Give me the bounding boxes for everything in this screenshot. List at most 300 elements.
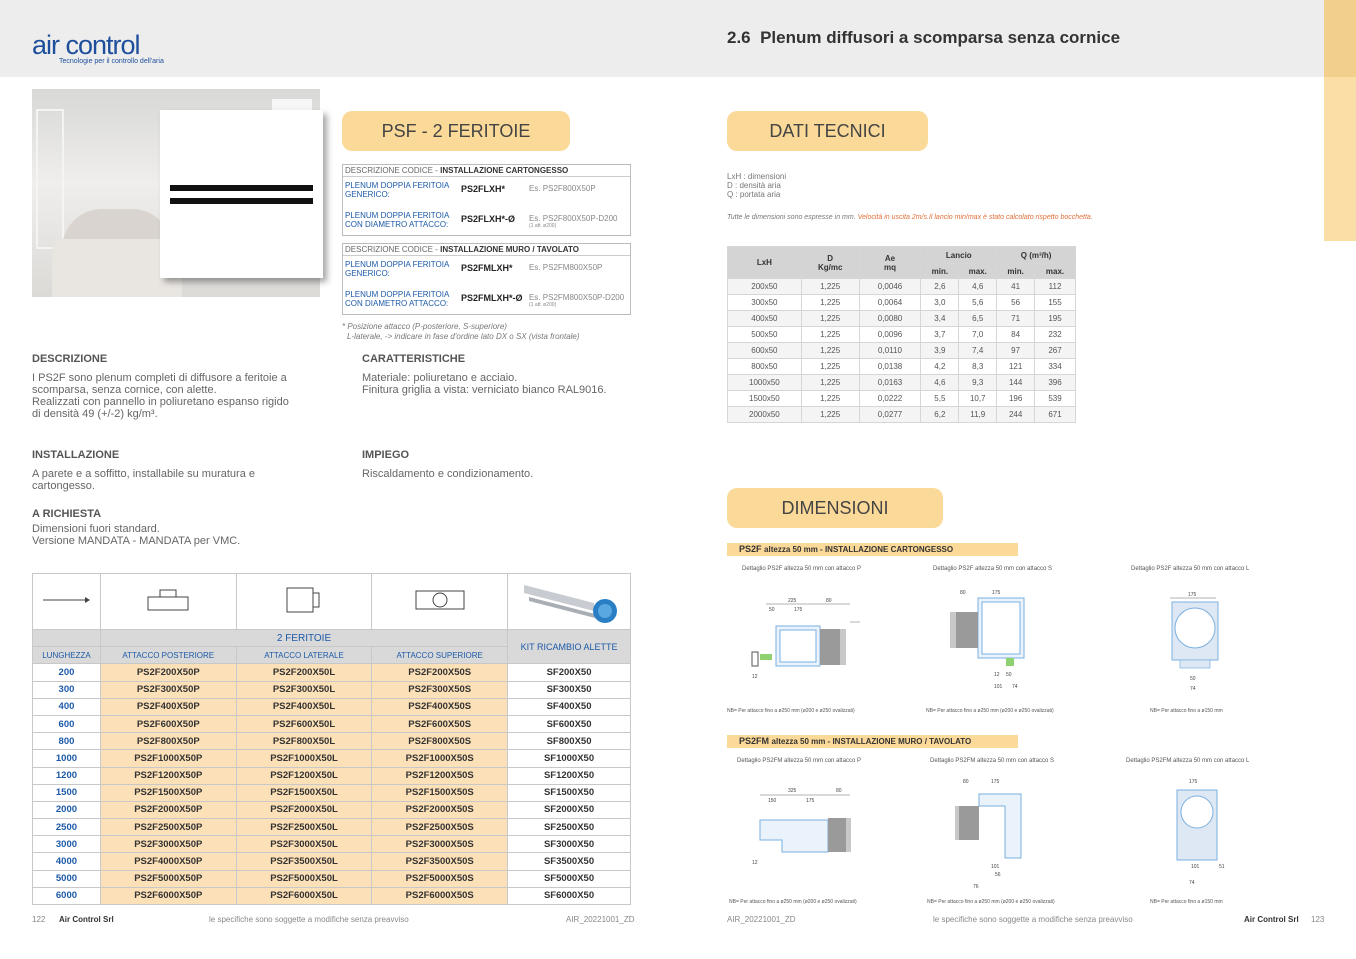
- nb-note: NB= Per attacco fino a ø150 mm: [1150, 708, 1223, 714]
- superior-code-cell: PS2F2500X50S: [372, 819, 508, 836]
- descrizione-text: [32, 372, 332, 420]
- tech-col-q: Q (m³/h): [997, 247, 1076, 264]
- band-ps2fm: [727, 735, 1018, 748]
- lancio-min-cell: 3,7: [921, 327, 959, 343]
- superior-code-cell: PS2F200X50S: [372, 664, 508, 681]
- kit-code-cell: SF1500X50: [508, 784, 631, 801]
- q-max-cell: 232: [1035, 327, 1076, 343]
- q-min-cell: 41: [997, 279, 1035, 295]
- drawing-label: Dettaglio PS2FM altezza 50 mm con attacco P: [737, 758, 862, 764]
- length-cell: 6000: [33, 887, 101, 904]
- superior-attachment-icon: [414, 589, 466, 611]
- nb-note: NB= Per attacco fino a ø250 mm (ø200 e ø250 ovalizzati): [729, 899, 857, 905]
- length-cell: 1000: [33, 750, 101, 767]
- band-ps2f-bold: PS2F: [739, 544, 762, 554]
- dim-label: 12: [994, 672, 1000, 678]
- lancio-min-cell: 3,4: [921, 311, 959, 327]
- density-cell: 1,225: [801, 407, 859, 423]
- kit-image-cell: [508, 574, 631, 630]
- ae-cell: 0,0096: [859, 327, 921, 343]
- lateral-code-cell: PS2F1500X50L: [236, 784, 372, 801]
- lancio-max-cell: 7,4: [959, 343, 997, 359]
- ae-cell: 0,0138: [859, 359, 921, 375]
- q-min-cell: 196: [997, 391, 1035, 407]
- lancio-max-cell: 6,5: [959, 311, 997, 327]
- drawing-label: Dettaglio PS2F altezza 50 mm con attacco P: [742, 566, 862, 572]
- posterior-code-cell: PS2F400X50P: [100, 698, 236, 715]
- kit-code-cell: SF1200X50: [508, 767, 631, 784]
- dim-label: 80: [963, 779, 969, 785]
- table-row: [728, 359, 1076, 375]
- code-example-text: Es. PS2FM800X50P-D200: [529, 293, 625, 302]
- tech-col-ae-name: Ae: [884, 253, 896, 263]
- q-min-cell: 144: [997, 375, 1035, 391]
- q-min-cell: 71: [997, 311, 1035, 327]
- tech-title: DATI TECNICI: [727, 111, 928, 151]
- lateral-code-cell: PS2F800X50L: [236, 733, 372, 750]
- code-row: [343, 207, 630, 237]
- impiego-text: Riscaldamento e condizionamento.: [362, 468, 534, 480]
- dim-label: 325: [788, 788, 797, 794]
- superior-icon-cell: [372, 574, 508, 630]
- code-box-header: [343, 244, 630, 256]
- posterior-code-cell: PS2F1500X50P: [100, 784, 236, 801]
- posterior-code-cell: PS2F5000X50P: [100, 870, 236, 887]
- tech-col-lancio: Lancio: [921, 247, 997, 264]
- tech-col-lxh: LxH: [728, 247, 802, 279]
- lxh-cell: 800x50: [728, 359, 802, 375]
- q-max-cell: 671: [1035, 407, 1076, 423]
- code-example-text: Es. PS2FM800X50P: [529, 263, 603, 272]
- tech-body: [728, 279, 1076, 423]
- section-title: Plenum diffusori a scomparsa senza cornice: [760, 28, 1121, 47]
- posterior-code-cell: PS2F1200X50P: [100, 767, 236, 784]
- posterior-code-cell: PS2F2000X50P: [100, 801, 236, 818]
- density-cell: 1,225: [801, 375, 859, 391]
- footer-doc-code-left: AIR_20221001_ZD: [566, 915, 635, 924]
- col-posterior-header: ATTACCO POSTERIORE: [100, 647, 236, 664]
- icons-row: [33, 574, 631, 630]
- lancio-max-cell: 11,9: [959, 407, 997, 423]
- superior-code-cell: PS2F3000X50S: [372, 836, 508, 853]
- footer-disclaimer-right: le specifiche sono soggette a modifiche senza preavviso: [933, 915, 1133, 924]
- length-cell: 5000: [33, 870, 101, 887]
- superior-code-cell: PS2F400X50S: [372, 698, 508, 715]
- descrizione-heading: DESCRIZIONE: [32, 353, 108, 365]
- kit-code-cell: SF600X50: [508, 715, 631, 732]
- table-row: [33, 715, 631, 732]
- product-title: PSF - 2 FERITOIE: [342, 111, 570, 151]
- kit-code-cell: SF1000X50: [508, 750, 631, 767]
- table-row: [33, 698, 631, 715]
- footer-company-right: [1244, 915, 1299, 924]
- table-row: [33, 750, 631, 767]
- lxh-cell: 1000x50: [728, 375, 802, 391]
- superior-code-cell: PS2F6000X50S: [372, 887, 508, 904]
- tech-col-q-max: max.: [1035, 264, 1076, 279]
- density-cell: 1,225: [801, 311, 859, 327]
- q-min-cell: 244: [997, 407, 1035, 423]
- drawing-label: Dettaglio PS2FM altezza 50 mm con attacco L: [1126, 758, 1250, 764]
- tech-legend: [727, 172, 786, 199]
- code-row: [343, 177, 630, 207]
- q-max-cell: 396: [1035, 375, 1076, 391]
- diffuser-slot-1: [170, 185, 313, 191]
- table-row: [33, 767, 631, 784]
- col-length-header: LUNGHEZZA: [33, 647, 101, 664]
- posterior-code-cell: PS2F600X50P: [100, 715, 236, 732]
- lateral-code-cell: PS2F1200X50L: [236, 767, 372, 784]
- q-max-cell: 267: [1035, 343, 1076, 359]
- code-example: [529, 184, 596, 193]
- caratteristiche-section: [362, 353, 642, 396]
- superior-code-cell: PS2F1500X50S: [372, 784, 508, 801]
- arrow-icon-cell: [33, 574, 101, 630]
- lancio-min-cell: 2,6: [921, 279, 959, 295]
- q-max-cell: 195: [1035, 311, 1076, 327]
- col-kit-header: KIT RICAMBIO ALETTE: [508, 630, 631, 664]
- dims-title: DIMENSIONI: [727, 488, 943, 528]
- length-cell: 300: [33, 681, 101, 698]
- lancio-min-cell: 4,2: [921, 359, 959, 375]
- table-row: [33, 733, 631, 750]
- dim-label: 101: [991, 864, 1000, 870]
- richiesta-heading: A RICHIESTA: [32, 508, 102, 520]
- lancio-min-cell: 3,9: [921, 343, 959, 359]
- dim-label: 56: [995, 872, 1001, 878]
- length-cell: 200: [33, 664, 101, 681]
- nb-note: NB= Per attacco fino a ø250 mm (ø200 e ø250 ovalizzati): [927, 899, 1055, 905]
- lancio-min-cell: 6,2: [921, 407, 959, 423]
- tech-col-d-name: D: [827, 253, 834, 263]
- table-row: [33, 664, 631, 681]
- code-label: PLENUM DOPPIA FERITOIA CON DIAMETRO ATTACCO:: [345, 211, 449, 229]
- tech-table: [727, 246, 1076, 423]
- superior-code-cell: PS2F3500X50S: [372, 853, 508, 870]
- empty-header-cell: [33, 630, 101, 647]
- dim-label: 175: [806, 798, 815, 804]
- length-cell: 1500: [33, 784, 101, 801]
- code-label: PLENUM DOPPIA FERITOIA GENERICO:: [345, 181, 449, 199]
- length-cell: 600: [33, 715, 101, 732]
- lateral-code-cell: PS2F600X50L: [236, 715, 372, 732]
- lxh-cell: 2000x50: [728, 407, 802, 423]
- table-row: [728, 407, 1076, 423]
- dim-label: 74: [1189, 880, 1195, 886]
- density-cell: 1,225: [801, 279, 859, 295]
- dim-label: 76: [973, 884, 979, 890]
- tech-note: [727, 214, 1093, 221]
- position-note: [342, 322, 642, 342]
- length-cell: 2000: [33, 801, 101, 818]
- descrizione-line: I PS2F sono plenum completi di diffusore a feritoie a: [32, 372, 287, 384]
- lateral-code-cell: PS2F400X50L: [236, 698, 372, 715]
- logo-main: air control: [32, 30, 140, 60]
- superior-code-cell: PS2F5000X50S: [372, 870, 508, 887]
- posterior-code-cell: PS2F1000X50P: [100, 750, 236, 767]
- dim-label: 51: [1219, 864, 1225, 870]
- footer-company-text: Air Control Srl: [1244, 915, 1299, 924]
- tech-col-ae-unit: mq: [883, 262, 896, 272]
- code-example-text: Es. PS2F800X50P: [529, 184, 596, 193]
- lateral-code-cell: PS2F2500X50L: [236, 819, 372, 836]
- posterior-code-cell: PS2F3000X50P: [100, 836, 236, 853]
- code-label: PLENUM DOPPIA FERITOIA CON DIAMETRO ATTACCO:: [345, 290, 449, 308]
- caratteristiche-line: Materiale: poliuretano e acciaio.: [362, 372, 518, 384]
- legend-line: LxH : dimensioni: [727, 172, 787, 181]
- density-cell: 1,225: [801, 295, 859, 311]
- length-arrow-icon: [41, 595, 91, 605]
- lateral-code-cell: PS2F1000X50L: [236, 750, 372, 767]
- length-cell: 3000: [33, 836, 101, 853]
- drawing-ps2fm-p: [732, 786, 872, 876]
- table-row: [33, 870, 631, 887]
- code-value: PS2FMLXH*: [461, 263, 513, 273]
- posterior-code-cell: PS2F6000X50P: [100, 887, 236, 904]
- nb-note: NB= Per attacco fino a ø150 mm: [1150, 899, 1223, 905]
- dim-label: 150: [768, 798, 777, 804]
- q-min-cell: 121: [997, 359, 1035, 375]
- installazione-section: [32, 449, 332, 492]
- lxh-cell: 600x50: [728, 343, 802, 359]
- nb-note: NB= Per attacco fino a ø250 mm (ø200 e ø250 ovalizzati): [926, 708, 1054, 714]
- posterior-icon-cell: [100, 574, 236, 630]
- kit-code-cell: SF5000X50: [508, 870, 631, 887]
- q-max-cell: 539: [1035, 391, 1076, 407]
- table-row: [728, 375, 1076, 391]
- band-ps2fm-bold: PS2FM: [739, 736, 770, 746]
- footer-doc-code-right: AIR_20221001_ZD: [727, 915, 796, 924]
- photo-door: [36, 109, 64, 249]
- code-box-header-bold: INSTALLAZIONE CARTONGESSO: [440, 166, 569, 175]
- dim-label: 101: [1191, 864, 1200, 870]
- dim-label: 12: [752, 860, 758, 866]
- legend-line: Q : portata aria: [727, 190, 781, 199]
- code-value: PS2FLXH*-Ø: [461, 214, 516, 224]
- code-box-header-bold: INSTALLAZIONE MURO / TAVOLATO: [440, 245, 579, 254]
- tech-col-q-min: min.: [997, 264, 1035, 279]
- installazione-text: [32, 468, 332, 492]
- tech-col-ae: [859, 247, 921, 279]
- length-cell: 1200: [33, 767, 101, 784]
- kit-code-cell: SF2500X50: [508, 819, 631, 836]
- impiego-section: [362, 449, 642, 480]
- dim-label: 175: [794, 607, 803, 613]
- table-row: [33, 836, 631, 853]
- tech-col-lancio-min: min.: [921, 264, 959, 279]
- length-cell: 400: [33, 698, 101, 715]
- caratteristiche-line: Finitura griglia a vista: verniciato bianco RAL9016.: [362, 384, 607, 396]
- density-cell: 1,225: [801, 327, 859, 343]
- q-min-cell: 56: [997, 295, 1035, 311]
- models-body: [33, 664, 631, 905]
- drawing-label: Dettaglio PS2F altezza 50 mm con attacco S: [933, 566, 1053, 572]
- col-superior-header: ATTACCO SUPERIORE: [372, 647, 508, 664]
- lateral-code-cell: PS2F2000X50L: [236, 801, 372, 818]
- code-box-header-prefix: DESCRIZIONE CODICE -: [345, 166, 441, 175]
- side-tab-top: [1324, 0, 1356, 77]
- ae-cell: 0,0277: [859, 407, 921, 423]
- header-band: [0, 0, 1356, 77]
- table-row: [728, 391, 1076, 407]
- lancio-max-cell: 8,3: [959, 359, 997, 375]
- lxh-cell: 300x50: [728, 295, 802, 311]
- caratteristiche-text: [362, 372, 642, 396]
- dim-label: 175: [991, 779, 1000, 785]
- code-example: [529, 263, 602, 272]
- section-number: 2.6: [727, 28, 751, 47]
- superior-code-cell: PS2F1000X50S: [372, 750, 508, 767]
- kit-code-cell: SF200X50: [508, 664, 631, 681]
- dim-label: 175: [992, 590, 1001, 596]
- posterior-code-cell: PS2F4000X50P: [100, 853, 236, 870]
- code-example: [529, 293, 624, 308]
- dim-label: 50: [1006, 672, 1012, 678]
- logo-sub: Tecnologie per il controllo dell'aria: [59, 58, 164, 65]
- page-title: [727, 28, 1120, 48]
- code-example-note: (1 att. ø200): [529, 223, 557, 229]
- tech-col-lancio-max: max.: [959, 264, 997, 279]
- lateral-code-cell: PS2F5000X50L: [236, 870, 372, 887]
- legend-line: D : densità aria: [727, 181, 781, 190]
- q-min-cell: 84: [997, 327, 1035, 343]
- lancio-max-cell: 7,0: [959, 327, 997, 343]
- installazione-line: A parete e a soffitto, installabile su muratura e: [32, 468, 255, 480]
- drawing-ps2f-s: [950, 586, 1060, 691]
- density-cell: 1,225: [801, 343, 859, 359]
- lateral-code-cell: PS2F3000X50L: [236, 836, 372, 853]
- table-row: [728, 311, 1076, 327]
- superior-code-cell: PS2F300X50S: [372, 681, 508, 698]
- kit-code-cell: SF3000X50: [508, 836, 631, 853]
- dim-label: 175: [1188, 592, 1197, 598]
- kit-code-cell: SF2000X50: [508, 801, 631, 818]
- dim-label: 175: [1189, 779, 1198, 785]
- kit-code-cell: SF300X50: [508, 681, 631, 698]
- band-ps2f: [727, 543, 1018, 556]
- posterior-code-cell: PS2F2500X50P: [100, 819, 236, 836]
- nb-note: NB= Per attacco fino a ø250 mm (ø200 e ø250 ovalizzati): [727, 708, 855, 714]
- table-row: [33, 819, 631, 836]
- code-box-header-prefix: DESCRIZIONE CODICE -: [345, 245, 441, 254]
- dim-label: 80: [826, 598, 832, 604]
- ae-cell: 0,0163: [859, 375, 921, 391]
- ae-cell: 0,0222: [859, 391, 921, 407]
- lateral-code-cell: PS2F3500X50L: [236, 853, 372, 870]
- lxh-cell: 500x50: [728, 327, 802, 343]
- richiesta-line: Versione MANDATA - MANDATA per VMC.: [32, 535, 241, 547]
- lancio-min-cell: 3,0: [921, 295, 959, 311]
- table-row: [33, 853, 631, 870]
- code-value: PS2FLXH*: [461, 184, 506, 194]
- lancio-max-cell: 4,6: [959, 279, 997, 295]
- density-cell: 1,225: [801, 391, 859, 407]
- tech-col-d: [801, 247, 859, 279]
- dim-label: 50: [1190, 676, 1196, 682]
- length-cell: 800: [33, 733, 101, 750]
- superior-code-cell: PS2F2000X50S: [372, 801, 508, 818]
- lancio-max-cell: 9,3: [959, 375, 997, 391]
- dim-label: 12: [752, 674, 758, 680]
- ae-cell: 0,0110: [859, 343, 921, 359]
- density-cell: 1,225: [801, 359, 859, 375]
- caratteristiche-heading: CARATTERISTICHE: [362, 353, 466, 365]
- length-cell: 4000: [33, 853, 101, 870]
- impiego-heading: IMPIEGO: [362, 449, 410, 461]
- richiesta-section: [32, 508, 332, 547]
- installazione-heading: INSTALLAZIONE: [32, 449, 120, 461]
- diffuser-image: [160, 110, 323, 278]
- dim-label: 225: [788, 598, 797, 604]
- dim-label: 74: [1190, 686, 1196, 692]
- drawing-ps2fm-s: [955, 776, 1045, 891]
- lxh-cell: 200x50: [728, 279, 802, 295]
- position-note-line2: L-laterale, -> indicare in fase d'ordine lato DX o SX (vista frontale): [347, 332, 580, 341]
- dim-label: 50: [769, 607, 775, 613]
- ae-cell: 0,0064: [859, 295, 921, 311]
- lxh-cell: 400x50: [728, 311, 802, 327]
- kit-code-cell: SF400X50: [508, 698, 631, 715]
- superior-code-cell: PS2F600X50S: [372, 715, 508, 732]
- footer-company-left: [59, 915, 114, 924]
- drawing-label: Dettaglio PS2F altezza 50 mm con attacco L: [1131, 566, 1250, 572]
- drawing-label: Dettaglio PS2FM altezza 50 mm con attacco S: [930, 758, 1055, 764]
- descrizione-line: di densità 49 (+/-2) kg/m³.: [32, 408, 158, 420]
- group-header: 2 FERITOIE: [100, 630, 507, 647]
- table-row: [728, 343, 1076, 359]
- drawing-ps2f-p: [738, 592, 868, 684]
- kit-code-cell: SF800X50: [508, 733, 631, 750]
- lateral-code-cell: PS2F6000X50L: [236, 887, 372, 904]
- code-example-text: Es. PS2F800X50P-D200: [529, 214, 618, 223]
- table-row: [33, 887, 631, 904]
- posterior-code-cell: PS2F800X50P: [100, 733, 236, 750]
- descrizione-line: scomparsa, senza cornice, con alette.: [32, 384, 217, 396]
- kit-code-cell: SF3500X50: [508, 853, 631, 870]
- kit-image: [519, 575, 619, 625]
- richiesta-line: Dimensioni fuori standard.: [32, 523, 160, 535]
- group-header-row: [33, 630, 631, 647]
- tech-col-d-unit: Kg/mc: [817, 262, 843, 272]
- footer-company-text: Air Control Srl: [59, 915, 114, 924]
- models-table: [32, 573, 631, 905]
- position-note-line1: * Posizione attacco (P-posteriore, S-superiore): [342, 322, 507, 331]
- lancio-max-cell: 5,6: [959, 295, 997, 311]
- code-row: [343, 286, 630, 316]
- table-row: [33, 681, 631, 698]
- tech-note-plain: Tutte le dimensioni sono espresse in mm.: [727, 214, 856, 221]
- code-box-muro: [342, 243, 631, 315]
- superior-code-cell: PS2F800X50S: [372, 733, 508, 750]
- dim-label: 80: [960, 590, 966, 596]
- q-max-cell: 155: [1035, 295, 1076, 311]
- tech-header-row: [728, 247, 1076, 264]
- descrizione-line: Realizzati con pannello in poliuretano espanso rigido: [32, 396, 289, 408]
- table-row: [728, 295, 1076, 311]
- code-example: [529, 214, 618, 229]
- ae-cell: 0,0080: [859, 311, 921, 327]
- lancio-min-cell: 4,6: [921, 375, 959, 391]
- lateral-code-cell: PS2F300X50L: [236, 681, 372, 698]
- lateral-icon-cell: [236, 574, 372, 630]
- q-min-cell: 97: [997, 343, 1035, 359]
- drawing-ps2fm-l: [1155, 776, 1235, 888]
- posterior-code-cell: PS2F200X50P: [100, 664, 236, 681]
- length-cell: 2500: [33, 819, 101, 836]
- superior-code-cell: PS2F1200X50S: [372, 767, 508, 784]
- table-row: [33, 784, 631, 801]
- richiesta-text: [32, 523, 332, 547]
